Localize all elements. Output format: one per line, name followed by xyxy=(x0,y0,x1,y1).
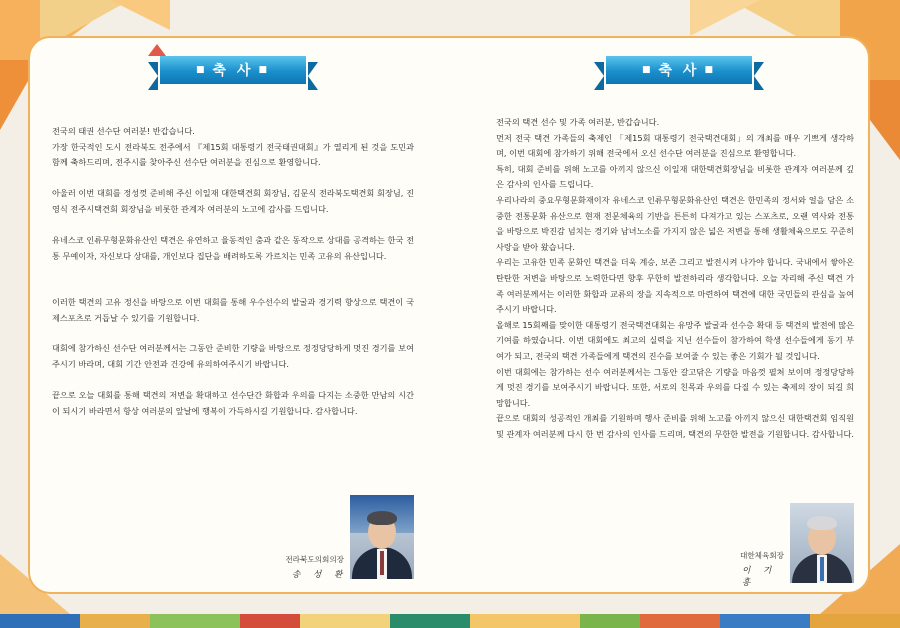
left-paragraph-3: 유네스코 인류무형문화유산인 택견은 유연하고 율동적인 춤과 같은 동작으로 상대를 공격하는 한국 전통 무예이자, 자신보다 상대를, 개인보다 집단을 배려하도록 가르치는 민족 고유의 유산입니다. xyxy=(52,235,414,261)
right-heading: 축 사 xyxy=(658,63,700,79)
left-signer-role: 전라북도의회의장 xyxy=(285,555,344,564)
left-paragraph-5: 대회에 참가하신 선수단 여러분께서는 그동안 준비한 기량을 바탕으로 정정당당하게 멋진 경기를 보여주시기 바라며, 대회 기간 안전과 건강에 유의하여주시기 바랍니다. xyxy=(52,343,414,369)
left-paragraph-1: 전국의 태권 선수단 여러분! 반갑습니다. 가장 한국적인 도시 전라북도 전주에서 『제15회 대통령기 전국태권대회』가 열리게 된 것을 도민과 함께 축하드리며, 전주시를 찾아주신 선수단 여러분을 진심으로 환영합니다. xyxy=(52,126,414,168)
left-heading: 축 사 xyxy=(212,63,254,79)
left-heading-ribbon: ■ 축 사 ■ xyxy=(148,56,318,88)
left-paragraph-2: 아울러 이번 대회를 정성껏 준비해 주신 이일재 대한택견회 회장님, 김문식 전라북도택견회 회장님, 진영식 전주시택견회 회장님을 비롯한 관계자 여러분의 노고에 감사를 드립니다. xyxy=(52,188,414,214)
right-signer-name: 이 기 흥 xyxy=(742,566,777,588)
right-heading-ribbon: ■ 축 사 ■ xyxy=(594,56,764,88)
left-paragraph-4: 이러한 택견의 고유 정신을 바탕으로 이번 대회를 통해 우수선수의 발굴과 경기력 향상으로 택견이 국제스포츠로 거듭날 수 있기를 기원합니다. xyxy=(52,297,414,323)
left-paragraph-6: 끝으로 오늘 대회를 통해 택견의 저변을 확대하고 선수단간 화합과 우의를 다지는 소중한 만남의 시간이 되시기 바라면서 항상 여러분의 앞날에 행복이 가득하시길 기원합니다. 감사합니다. xyxy=(52,390,414,416)
right-signer-role: 대한체육회장 xyxy=(739,551,784,560)
right-paragraph: 전국의 택견 선수 및 가족 여러분, 반갑습니다. 먼저 전국 택견 가족들의 축제인 「제15회 대통령기 전국택견대회」의 개최를 매우 기쁘게 생각하며, 이번 대회에 참가하기 위해 전국에서 오신 선수단 여러분을 진심으로 환영합니다. 특히, 대회 준비를 위해 노고를 아끼지 않으신 이일재 대한택견회장님을 비롯한 관계자 여러분께 깊은 감사의 인사를 드립니다. 우리나라의 중요무형문화재이자 유네스코 인류무형문화유산인 택견은 한민족의 정서와 얼을 담은 소중한 전통문화 유산으로 현재 전문체육의 기반을 튼튼히 다져가고 있는 스포츠로, 오랜 역사와 전통을 바탕으로 박진감 넘치는 경기와 남녀노소를 가지지 않은 넓은 저변을 통해 생활체육으로도 꾸준히 사랑을 받아 왔습니다. 우리는 고유한 민족 문화인 택견을 더욱 계승, 보존 그리고 발전시켜 나가야 합니다. 국내에서 쌓아온 탄탄한 저변을 바탕으로 노력한다면 향후 무한히 발전하리라 생각합니다. 오늘 자리해 주신 택견 가족 여러분께서는 이러한 화합과 교류의 장을 지속적으로 마련하여 택견에 대한 국민들의 관심을 높여주시기 바랍니다. 올해로 15회째를 맞이한 대통령기 전국택견대회는 유망주 발굴과 선수층 확대 등 택견의 발전에 많은 기여를 하였습니다. 이번 대회에도 최고의 실력을 지닌 선수들이 참가하여 학생 선수들에게 동기 부여가 되고, 전국의 택견 가족들에게 택견의 진수를 보여줄 수 있는 좋은 기회가 될 것입니다. 이번 대회에는 참가하는 선수 여러분께서는 그동안 갈고닦은 기량을 마음껏 펼쳐 보이며 정정당당하게 멋진 경기를 보여주시기 바랍니다. 또한, 서로의 친목과 우의를 다질 수 있는 축제의 장이 되길 희망합니다. 끝으로 대회의 성공적인 개최를 기원하며 행사 준비를 위해 노고를 아끼지 않으신 대한택견회 임직원 및 관계자 여러분께 다시 한 번 감사의 인사를 드리며, 택견의 무한한 발전을 기원합니다. 감사합니다. xyxy=(496,117,855,439)
left-portrait-photo xyxy=(350,495,414,579)
right-portrait-photo xyxy=(790,503,854,583)
left-signer-name: 송 성 환 xyxy=(292,570,348,580)
left-ribbon-flag xyxy=(148,44,166,56)
